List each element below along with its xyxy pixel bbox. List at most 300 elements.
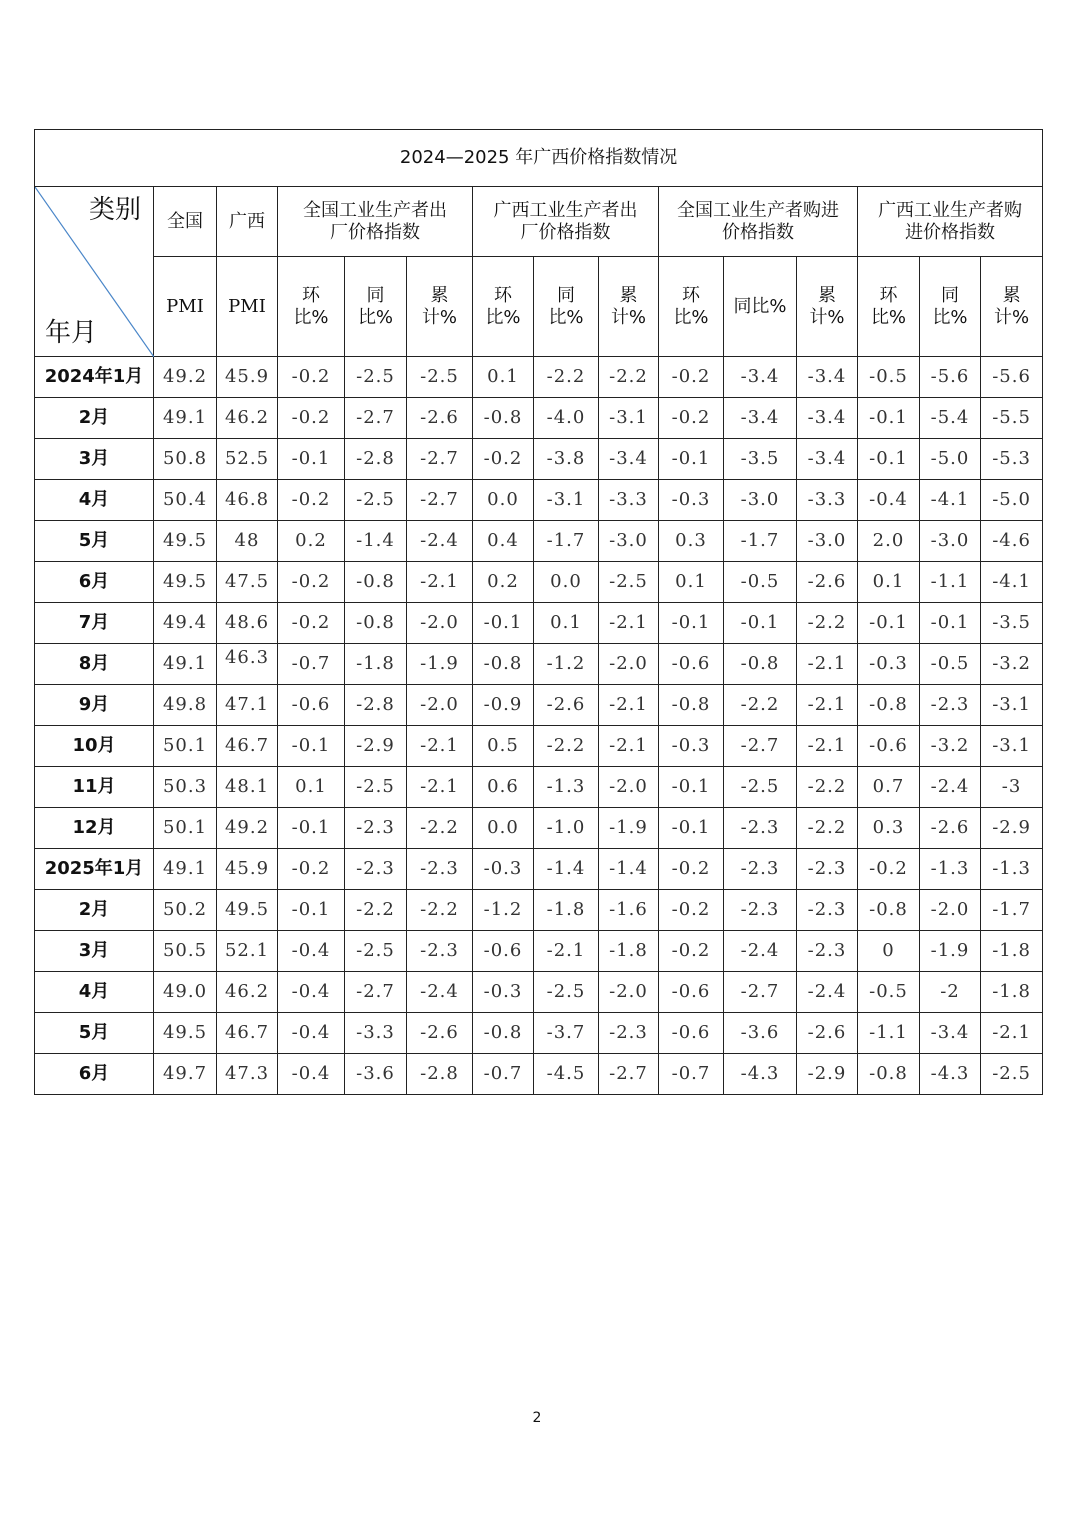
cell-value: -2.5 xyxy=(356,776,395,797)
cell-value: -0.6 xyxy=(671,981,711,1002)
table-cell xyxy=(278,931,345,972)
table-row xyxy=(35,726,1043,767)
table-row xyxy=(35,849,1043,890)
table-cell xyxy=(858,644,920,685)
cell-value: 50.2 xyxy=(162,899,208,920)
table-cell xyxy=(659,1054,724,1095)
table-cell xyxy=(473,849,534,890)
table-cell xyxy=(217,972,278,1013)
table-cell xyxy=(217,439,278,480)
subheader-line: 比% xyxy=(293,306,329,328)
header-line: 全国工业生产者购进 xyxy=(677,199,839,221)
cell-value: 50.8 xyxy=(162,448,208,469)
subheader-cell xyxy=(345,257,407,357)
subheader-cell xyxy=(473,257,534,357)
table-cell xyxy=(154,521,217,562)
cell-value: -1.8 xyxy=(992,940,1031,961)
table-cell xyxy=(599,931,659,972)
cell-value: 0.0 xyxy=(487,489,519,510)
table-cell xyxy=(278,521,345,562)
cell-value: -0.1 xyxy=(740,612,780,633)
header-line: 价格指数 xyxy=(722,221,794,243)
cell-value: -0.8 xyxy=(869,1063,908,1084)
table-cell xyxy=(154,808,217,849)
table-cell xyxy=(217,849,278,890)
table-cell xyxy=(858,972,920,1013)
table-cell xyxy=(724,726,797,767)
cell-value: -2.3 xyxy=(420,940,459,961)
cell-value: 46.8 xyxy=(224,489,270,510)
table-cell xyxy=(345,890,407,931)
subheader-cell xyxy=(981,257,1043,357)
cell-value: 50.1 xyxy=(162,735,208,756)
table-cell xyxy=(278,972,345,1013)
table-cell xyxy=(217,685,278,726)
table-cell xyxy=(724,767,797,808)
table-cell xyxy=(407,767,473,808)
cell-value: -2.7 xyxy=(609,1063,648,1084)
table-row xyxy=(35,972,1043,1013)
cell-value: -0.8 xyxy=(483,653,523,674)
cell-value: -3.4 xyxy=(807,448,847,469)
table-cell xyxy=(278,603,345,644)
subheader-line: 同 xyxy=(557,284,575,306)
subheader-line: 计% xyxy=(809,306,845,328)
cell-value: -2.1 xyxy=(609,694,648,715)
table-cell xyxy=(724,890,797,931)
cell-value: -0.8 xyxy=(483,407,523,428)
cell-value: 52.5 xyxy=(224,448,270,469)
header-line: 厂价格指数 xyxy=(330,221,420,243)
cell-value: -2.5 xyxy=(740,776,780,797)
table-cell xyxy=(920,562,981,603)
cell-value: 0.4 xyxy=(487,530,519,551)
cell-value: -2.3 xyxy=(807,940,847,961)
row-label: 12月 xyxy=(35,808,154,849)
corner-header xyxy=(35,187,154,357)
table-cell xyxy=(534,931,599,972)
year-month-label: 年月 xyxy=(45,318,98,348)
table-cell xyxy=(473,890,534,931)
cell-value: -0.1 xyxy=(671,612,711,633)
table-cell xyxy=(981,1054,1043,1095)
cell-value: -5.6 xyxy=(930,366,970,387)
row-label: 5月 xyxy=(35,521,154,562)
cell-value: -1.9 xyxy=(930,940,970,961)
header-group-guangxi-output xyxy=(473,187,659,257)
cell-value: 49.5 xyxy=(162,571,208,592)
cell-value: -0.6 xyxy=(483,940,523,961)
table-cell xyxy=(981,521,1043,562)
table-cell xyxy=(278,767,345,808)
cell-value: 49.8 xyxy=(162,694,208,715)
cell-value: -2.2 xyxy=(420,817,459,838)
cell-value: 0.3 xyxy=(675,530,707,551)
cell-value: -0.2 xyxy=(483,448,523,469)
cell-value: -0.6 xyxy=(671,653,711,674)
table-cell xyxy=(407,726,473,767)
table-cell xyxy=(659,480,724,521)
subheader-cell xyxy=(278,257,345,357)
subheader-line: 比% xyxy=(548,306,584,328)
cell-value: -2.2 xyxy=(356,899,395,920)
table-cell xyxy=(407,1013,473,1054)
cell-value: -0.6 xyxy=(671,1022,711,1043)
table-cell xyxy=(797,685,858,726)
table-cell xyxy=(920,357,981,398)
cell-value: -5.4 xyxy=(930,407,970,428)
cell-value: -2.7 xyxy=(420,489,459,510)
table-cell xyxy=(534,521,599,562)
cell-value: -3.3 xyxy=(356,1022,395,1043)
cell-value: -2.7 xyxy=(356,981,395,1002)
cell-value: 48 xyxy=(234,530,260,551)
table-cell xyxy=(534,685,599,726)
table-cell xyxy=(407,644,473,685)
table-cell xyxy=(217,357,278,398)
cell-value: -2.3 xyxy=(356,817,395,838)
cell-value: -2.6 xyxy=(546,694,586,715)
table-cell xyxy=(345,521,407,562)
header-group-guangxi-purchase xyxy=(858,187,1043,257)
cell-value: -2.7 xyxy=(356,407,395,428)
cell-value: -4.1 xyxy=(992,571,1031,592)
table-cell xyxy=(981,439,1043,480)
table-cell xyxy=(154,562,217,603)
table-cell xyxy=(981,849,1043,890)
table-cell xyxy=(534,644,599,685)
table-cell xyxy=(599,1054,659,1095)
row-label: 10月 xyxy=(35,726,154,767)
table-cell xyxy=(981,931,1043,972)
table-cell xyxy=(278,849,345,890)
cell-value: -0.1 xyxy=(671,776,711,797)
cell-value: -2.8 xyxy=(356,448,395,469)
header-national: 全国 xyxy=(154,187,217,257)
cell-value: 0.1 xyxy=(487,366,519,387)
table-cell xyxy=(345,685,407,726)
table-cell xyxy=(599,890,659,931)
subheader-cell xyxy=(534,257,599,357)
cell-value: -2.4 xyxy=(740,940,780,961)
cell-value: 47.5 xyxy=(224,571,270,592)
cell-value: -2.6 xyxy=(807,1022,847,1043)
subheader-line: 环 xyxy=(494,284,512,306)
cell-value: -0.7 xyxy=(291,653,331,674)
cell-value: -1.0 xyxy=(546,817,586,838)
subheader-cell xyxy=(659,257,724,357)
cell-value: -0.8 xyxy=(869,694,908,715)
table-cell xyxy=(599,562,659,603)
cell-value: -2.3 xyxy=(740,817,780,838)
header-line: 进价格指数 xyxy=(905,221,996,243)
table-cell xyxy=(407,439,473,480)
table-cell xyxy=(345,849,407,890)
table-cell xyxy=(407,357,473,398)
table-cell xyxy=(724,480,797,521)
table-cell xyxy=(724,562,797,603)
row-label: 2024年1月 xyxy=(35,357,154,398)
table-cell xyxy=(278,890,345,931)
cell-value: -2.9 xyxy=(807,1063,847,1084)
subheader-line: 计% xyxy=(994,306,1030,328)
table-cell xyxy=(659,808,724,849)
cell-value: -0.3 xyxy=(671,489,711,510)
table-cell xyxy=(534,849,599,890)
table-row xyxy=(35,439,1043,480)
subheader-line: 环 xyxy=(879,284,898,306)
table-cell xyxy=(797,398,858,439)
table-cell xyxy=(981,644,1043,685)
category-label: 类别 xyxy=(88,195,141,225)
table-cell xyxy=(981,685,1043,726)
cell-value: -2.4 xyxy=(930,776,970,797)
cell-value: 50.3 xyxy=(162,776,208,797)
table-cell xyxy=(407,890,473,931)
row-label: 6月 xyxy=(35,1054,154,1095)
subheader-line: 累 xyxy=(619,284,638,306)
table-cell xyxy=(278,726,345,767)
table-cell xyxy=(345,931,407,972)
cell-value: 50.1 xyxy=(162,817,208,838)
table-cell xyxy=(599,398,659,439)
cell-value: -0.8 xyxy=(356,612,395,633)
table-cell xyxy=(534,890,599,931)
cell-value: 45.9 xyxy=(224,366,270,387)
subheader-pmi-national: PMI xyxy=(154,257,217,357)
table-cell xyxy=(724,849,797,890)
cell-value: -2.3 xyxy=(356,858,395,879)
cell-value: -1.8 xyxy=(356,653,395,674)
table-cell xyxy=(797,972,858,1013)
table-cell xyxy=(534,603,599,644)
table-cell xyxy=(473,808,534,849)
cell-value: -1.2 xyxy=(483,899,523,920)
cell-value: -3.4 xyxy=(807,366,847,387)
table-cell xyxy=(981,808,1043,849)
cell-value: -1.8 xyxy=(992,981,1031,1002)
cell-value: -2.3 xyxy=(420,858,459,879)
table-row xyxy=(35,1013,1043,1054)
cell-value: 0.5 xyxy=(487,735,519,756)
table-cell xyxy=(724,972,797,1013)
cell-value: -2.7 xyxy=(420,448,459,469)
cell-value: -2.4 xyxy=(420,981,459,1002)
table-cell xyxy=(920,439,981,480)
cell-value: -3.2 xyxy=(930,735,970,756)
table-cell xyxy=(599,480,659,521)
cell-value: -0.1 xyxy=(291,448,331,469)
table-cell xyxy=(920,603,981,644)
cell-value: -1.4 xyxy=(356,530,395,551)
table-cell xyxy=(599,767,659,808)
table-cell xyxy=(724,521,797,562)
subheader-line: 累 xyxy=(430,284,449,306)
subheader-cell xyxy=(858,257,920,357)
cell-value: -0.6 xyxy=(291,694,331,715)
subheader-line: 环 xyxy=(302,284,320,306)
table-cell xyxy=(724,439,797,480)
cell-value: 0.0 xyxy=(487,817,519,838)
cell-value: -4.3 xyxy=(740,1063,780,1084)
cell-value: -2.1 xyxy=(807,653,847,674)
cell-value: -0.2 xyxy=(671,940,711,961)
cell-value: 0.1 xyxy=(872,571,905,592)
table-cell xyxy=(981,1013,1043,1054)
table-cell xyxy=(154,644,217,685)
cell-value: -1.8 xyxy=(546,899,586,920)
cell-value: -2.2 xyxy=(807,612,847,633)
table-cell xyxy=(278,1054,345,1095)
cell-value: -1.7 xyxy=(992,899,1031,920)
table-cell xyxy=(407,603,473,644)
cell-value: 0.2 xyxy=(295,530,327,551)
table-cell xyxy=(217,808,278,849)
table-cell xyxy=(407,398,473,439)
table-row xyxy=(35,521,1043,562)
cell-value: -1.7 xyxy=(740,530,780,551)
table-cell xyxy=(981,767,1043,808)
table-cell xyxy=(534,767,599,808)
row-label: 3月 xyxy=(35,439,154,480)
table-cell xyxy=(534,1013,599,1054)
cell-value: -3.3 xyxy=(807,489,847,510)
table-cell xyxy=(858,726,920,767)
cell-value: -0.4 xyxy=(291,940,331,961)
table-row xyxy=(35,603,1043,644)
table-cell xyxy=(217,726,278,767)
table-cell xyxy=(981,398,1043,439)
table-cell xyxy=(920,685,981,726)
table-cell xyxy=(797,931,858,972)
table-cell xyxy=(659,603,724,644)
table-cell xyxy=(599,1013,659,1054)
table-cell xyxy=(407,972,473,1013)
table-cell xyxy=(724,931,797,972)
cell-value: -2.0 xyxy=(609,981,648,1002)
cell-value: -2.1 xyxy=(546,940,586,961)
table-cell xyxy=(278,644,345,685)
row-label: 2月 xyxy=(35,398,154,439)
page-number: 2 xyxy=(532,1410,542,1426)
cell-value: -1.9 xyxy=(420,653,459,674)
subheader-pmi-guangxi: PMI xyxy=(217,257,278,357)
table-cell xyxy=(599,603,659,644)
table-cell xyxy=(345,398,407,439)
table-cell xyxy=(278,398,345,439)
cell-value: -2.8 xyxy=(420,1063,459,1084)
table-cell xyxy=(154,1054,217,1095)
table-cell xyxy=(473,767,534,808)
table-cell xyxy=(797,849,858,890)
cell-value: 0.1 xyxy=(550,612,582,633)
cell-value: -2.1 xyxy=(807,735,847,756)
table-cell xyxy=(217,1013,278,1054)
cell-value: -0.1 xyxy=(869,448,908,469)
subheader-line: 计% xyxy=(421,306,458,328)
table-cell xyxy=(981,480,1043,521)
cell-value: -1.1 xyxy=(930,571,970,592)
table-cell xyxy=(345,1054,407,1095)
cell-value: -3.4 xyxy=(740,407,780,428)
cell-value: -0.8 xyxy=(356,571,395,592)
cell-value: -0.5 xyxy=(869,981,908,1002)
cell-value: -0.1 xyxy=(671,448,711,469)
subheader-line: 比% xyxy=(870,306,907,328)
table-cell xyxy=(659,685,724,726)
subheader-cell xyxy=(407,257,473,357)
subheader-line: 比% xyxy=(673,306,709,328)
cell-value: 49.7 xyxy=(162,1063,208,1084)
cell-value: -5.0 xyxy=(992,489,1031,510)
table-cell xyxy=(154,398,217,439)
cell-value: -0.1 xyxy=(291,899,331,920)
table-cell xyxy=(154,767,217,808)
cell-value: -1.3 xyxy=(992,858,1031,879)
table-cell xyxy=(659,357,724,398)
cell-value: -0.7 xyxy=(671,1063,711,1084)
table-cell xyxy=(345,439,407,480)
row-label: 8月 xyxy=(35,644,154,685)
subheader-cell xyxy=(920,257,981,357)
table-cell xyxy=(858,521,920,562)
cell-value: -1.4 xyxy=(546,858,586,879)
table-cell xyxy=(724,1013,797,1054)
cell-value: -0.9 xyxy=(483,694,523,715)
cell-value: 0.0 xyxy=(550,571,582,592)
cell-value: -2.4 xyxy=(807,981,847,1002)
table-cell xyxy=(599,644,659,685)
table-cell xyxy=(407,480,473,521)
cell-value: -0.5 xyxy=(930,653,970,674)
cell-value: -1.6 xyxy=(609,899,648,920)
cell-value: -2.6 xyxy=(807,571,847,592)
cell-value: -0.3 xyxy=(483,981,523,1002)
cell-value: 49.5 xyxy=(224,899,270,920)
table-cell xyxy=(659,890,724,931)
cell-value: 46.3 xyxy=(224,647,270,668)
table-cell xyxy=(345,972,407,1013)
table-cell xyxy=(797,808,858,849)
cell-value: -0.4 xyxy=(291,1022,331,1043)
cell-value: -0.8 xyxy=(671,694,711,715)
cell-value: -0.4 xyxy=(291,981,331,1002)
cell-value: -2.0 xyxy=(420,612,459,633)
cell-value: 49.4 xyxy=(162,612,208,633)
cell-value: -2.5 xyxy=(420,366,459,387)
cell-value: -2.3 xyxy=(609,1022,648,1043)
table-cell xyxy=(858,398,920,439)
cell-value: -2.7 xyxy=(740,981,780,1002)
table-cell xyxy=(407,1054,473,1095)
table-cell xyxy=(920,1054,981,1095)
table-cell xyxy=(154,890,217,931)
cell-value: -1.8 xyxy=(609,940,648,961)
table-cell xyxy=(407,562,473,603)
cell-value: -1.1 xyxy=(869,1022,908,1043)
table-cell xyxy=(920,808,981,849)
table-row xyxy=(35,644,1043,685)
table-row xyxy=(35,808,1043,849)
cell-value: -3.1 xyxy=(546,489,586,510)
cell-value: -2.9 xyxy=(992,817,1031,838)
cell-value: -2.6 xyxy=(420,407,459,428)
table-cell xyxy=(154,849,217,890)
cell-value: -0.2 xyxy=(291,407,331,428)
table-cell xyxy=(981,972,1043,1013)
table-cell xyxy=(858,890,920,931)
cell-value: -3.7 xyxy=(546,1022,586,1043)
